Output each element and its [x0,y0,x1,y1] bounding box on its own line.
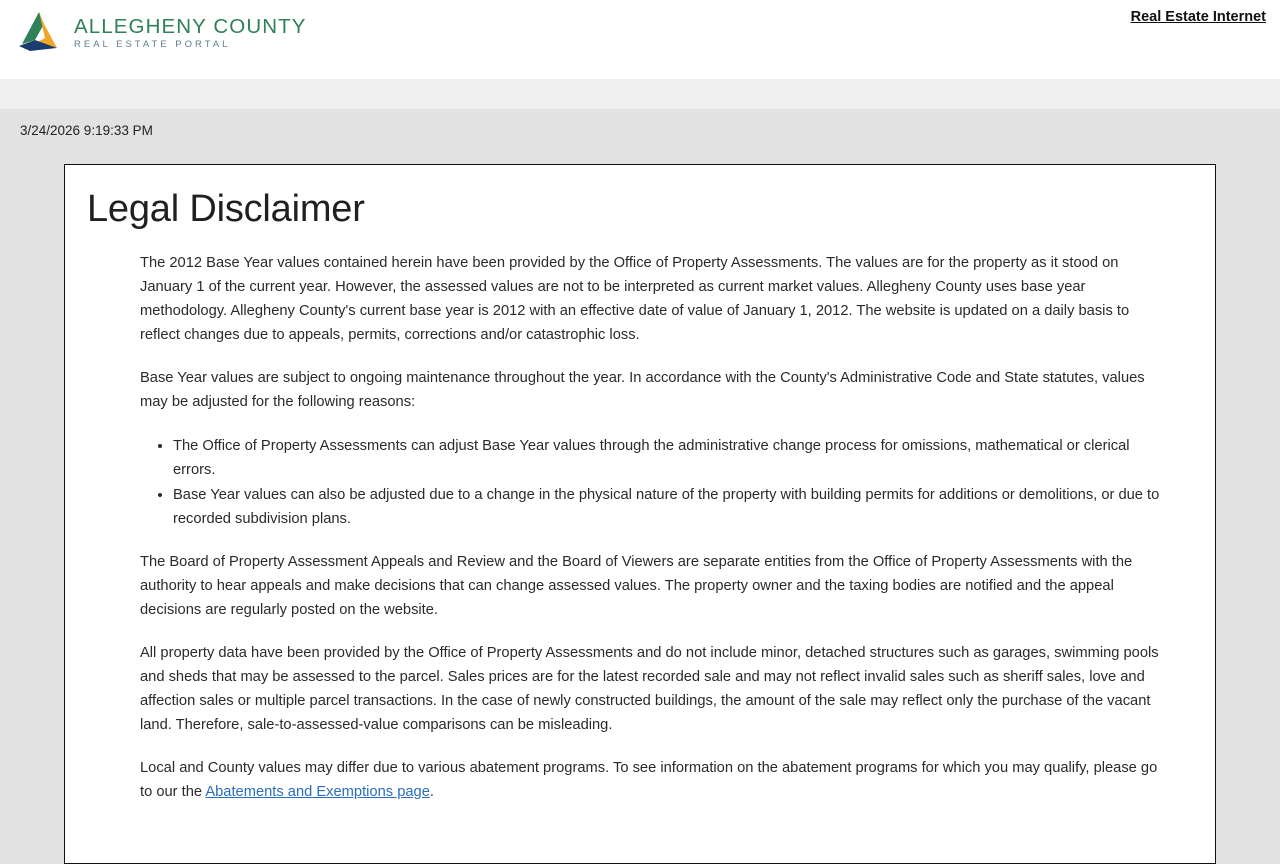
brand-logo[interactable] [12,10,307,54]
adjustment-reasons-list [140,433,1165,531]
content-wrapper [0,164,1280,864]
header-spacer-band [0,79,1280,109]
brand-text [74,13,307,52]
paragraph-1: The 2012 Base Year values contained herein have been provided by the Office of Property Assessments. The values are for the property as it stood on January 1 of the current year. However, the assessed values are not to be interpreted as current market values. Allegheny County uses base year methodology. Allegheny County's current base year is 2012 with an effective date of value of January 1, 2012. The website is updated on a daily basis to reflect changes due to appeals, permits, corrections and/or catastrophic loss. [140,254,1130,343]
paragraph-5-text-after: . [429,783,434,800]
paragraph-5-text-before: Local and County values may differ due to various abatement programs. To see information on the abatement programs for which you may qualify, please go to our the [140,759,1158,800]
brand-subtitle: REAL ESTATE PORTAL [74,39,231,51]
disclaimer-body [87,251,1185,804]
status-bar [0,109,1280,164]
list-item: • Base Year values can also be adjusted due to a change in the physical nature of the property with building permits for additions or demolitions, or due to recorded subdivision plans. [173,482,1165,531]
real-estate-internet-link[interactable]: Real Estate Internet [1130,9,1266,25]
allegheny-triangle-logo-icon [12,10,66,54]
abatements-and-exemptions-link[interactable]: Abatements and Exemptions page [205,783,430,800]
brand-title: ALLEGHENY COUNTY [74,14,307,38]
legal-disclaimer-card [64,164,1216,864]
paragraph-2: Base Year values are subject to ongoing maintenance throughout the year. In accordance with the County's Administrative Code and State statutes, values may be adjusted for the following reasons: [140,369,1145,410]
paragraph-3: The Board of Property Assessment Appeals and Review and the Board of Viewers are separate entities from the Office of Property Assessments with the authority to hear appeals and make decisions that can change assessed values. The property owner and the taxing bodies are notified and the appeal decisions are regularly posted on the website. [140,553,1133,618]
timestamp-label: 3/24/2026 9:19:33 PM [20,123,153,138]
paragraph-5 [140,756,1165,804]
site-header [0,0,1280,79]
paragraph-4: All property data have been provided by the Office of Property Assessments and do not include minor, detached structures such as garages, swimming pools and sheds that may be assessed to the parcel. Sales prices are for the latest recorded sale and may not reflect invalid sales such as sheriff sales, love and affection sales or multiple parcel transactions. In the case of newly constructed buildings, the amount of the sale may reflect only the purchase of the vacant land. Therefore, sale-to-assessed-value comparisons can be misleading. [140,644,1159,733]
page-title: Legal Disclaimer [87,188,365,230]
list-item: • The Office of Property Assessments can adjust Base Year values through the administrative change process for omissions, mathematical or clerical errors. [173,433,1165,482]
